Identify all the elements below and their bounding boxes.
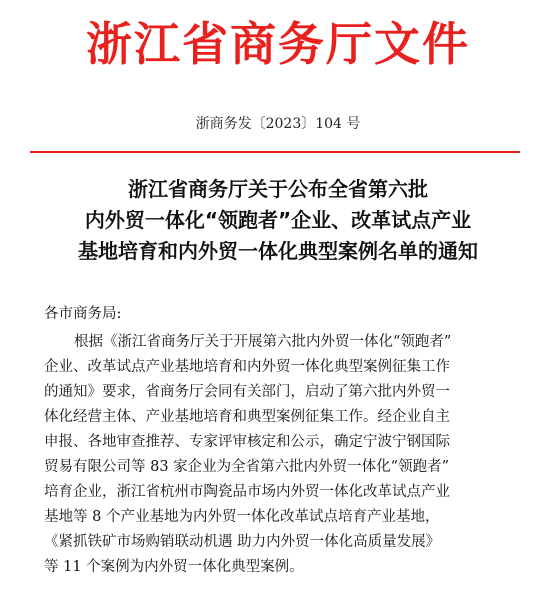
notice-title-line-2: 内外贸一体化“领跑者”企业、改革试点产业	[84, 208, 472, 232]
red-divider-line	[30, 151, 520, 153]
notice-title-line-3: 基地培育和内外贸一体化典型案例名单的通知	[78, 239, 478, 263]
document-number: 浙商务发〔2023〕104 号	[195, 116, 361, 132]
body-line: 根据《浙江省商务厅关于开展第六批内外贸一体化“领跑者”	[74, 334, 452, 350]
body-line: 企业、改革试点产业基地培育和内外贸一体化典型案例征集工作	[44, 359, 450, 375]
notice-title	[0, 174, 556, 267]
document-header-title: 浙江省商务厅文件	[86, 17, 470, 71]
body-line: 贸易有限公司等 83 家企业为全省第六批内外贸一体化“领跑者”	[44, 459, 449, 475]
body-line: 等 11 个案例为内外贸一体化典型案例。	[44, 559, 304, 575]
body-line: 基地等 8 个产业基地为内外贸一体化改革试点培育产业基地，	[44, 509, 440, 525]
body-line: 体化经营主体、产业基地培育和典型案例征集工作。经企业自主	[44, 409, 450, 425]
salutation: 各市商务局:	[44, 306, 122, 322]
body-line: 《紧抓铁矿市场购销联动机遇 助力内外贸一体化高质量发展》	[44, 534, 441, 550]
notice-title-line-1: 浙江省商务厅关于公布全省第六批	[128, 177, 428, 201]
notice-body	[44, 302, 514, 580]
body-line: 培育企业，浙江省杭州市陶瓷品市场内外贸一体化改革试点产业	[44, 484, 450, 500]
body-line: 的通知》要求，省商务厅会同有关部门，启动了第六批内外贸一	[44, 384, 450, 400]
body-line: 申报、各地审查推荐、专家评审核定和公示，确定宁波宁钢国际	[44, 434, 450, 450]
